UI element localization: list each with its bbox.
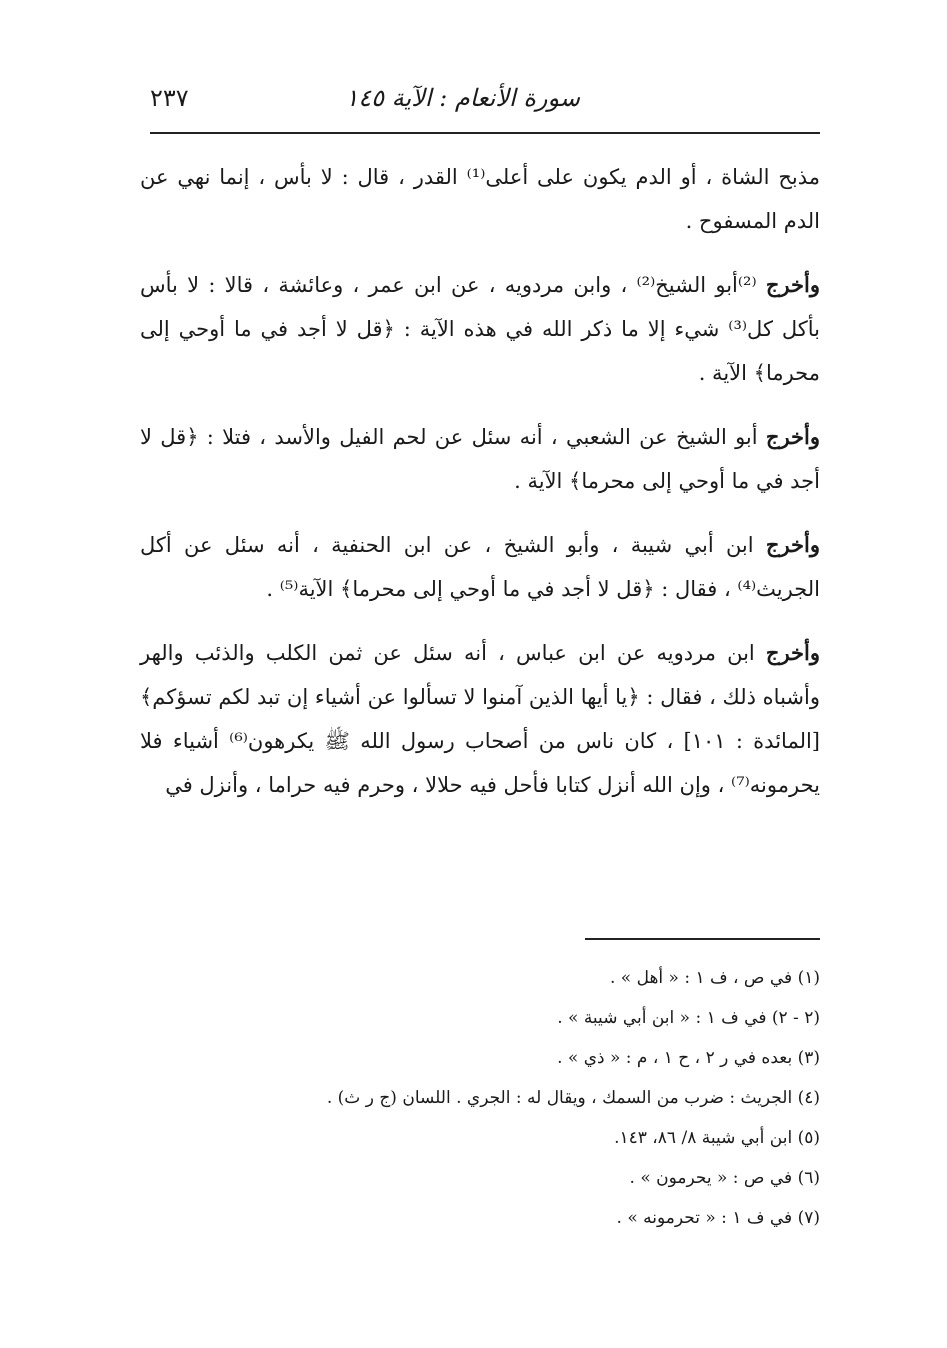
- page-number: ٢٣٧: [150, 84, 189, 112]
- footnote-3: (٣) بعده في ر ٢ ، ح ١ ، م : « ذي » .: [557, 1048, 820, 1068]
- footnote-7: (٧) في ف ١ : « تحرمونه » .: [616, 1208, 820, 1228]
- paragraph-4: وأخرج ابن أبي شيبة ، وأبو الشيخ ، عن ابن الحنفية ، أنه سئل عن أكل الجريث⁽⁴⁾ ، فقال : ﴿قل لا أجد في ما أوحي إلى محرما﴾ الآية⁽⁵⁾ .: [140, 532, 820, 601]
- footnote-4: (٤) الجريث : ضرب من السمك ، ويقال له : الجري . اللسان (ج ر ث) .: [326, 1088, 820, 1108]
- footnote-1: (١) في ص ، ف ١ : « أهل » .: [609, 968, 820, 988]
- header-divider: [150, 132, 820, 134]
- footnote-divider: [585, 938, 820, 940]
- footnote-2: (٢ - ٢) في ف ١ : « ابن أبي شيبة » .: [557, 1008, 820, 1028]
- footnote-6: (٦) في ص : « يحرمون » .: [629, 1168, 820, 1188]
- footnote-5: (٥) ابن أبي شيبة ٨/ ٨٦، ١٤٣.: [614, 1128, 820, 1148]
- surah-title: سورة الأنعام : الآية ١٤٥: [345, 84, 580, 112]
- running-head: [150, 84, 820, 124]
- footnotes: [150, 958, 820, 1238]
- paragraph-1: مذبح الشاة ، أو الدم يكون على أعلى⁽¹⁾ القدر ، قال : لا بأس ، إنما نهي عن الدم المسفوح .: [140, 165, 820, 233]
- paragraph-3: وأخرج أبو الشيخ عن الشعبي ، أنه سئل عن لحم الفيل والأسد ، فتلا : ﴿قل لا أجد في ما أوحي إلى محرما﴾ الآية .: [140, 424, 820, 493]
- paragraph-5: وأخرج ابن مردويه عن ابن عباس ، أنه سئل عن ثمن الكلب والذئب والهر وأشباه ذلك ، فقال : ﴿يا أيها الذين آمنوا لا تسألوا عن أشياء إن تبد لكم تسؤكم﴾ [المائدة : ١٠١] ، كان ناس من أصحاب رسول الله ﷺ يكرهون⁽⁶⁾ أشياء فلا يحرمونه⁽⁷⁾ ، وإن الله أنزل كتابا فأحل فيه حلالا ، وحرم فيه حراما ، وأنزل في: [140, 640, 821, 797]
- paragraph-2: وأخرج ⁽²⁾أبو الشيخ⁽²⁾ ، وابن مردويه ، عن ابن عمر ، وعائشة ، قالا : لا بأس بأكل كل⁽³⁾ شيء إلا ما ذكر الله في هذه الآية : ﴿قل لا أجد في ما أوحي إلى محرما﴾ الآية .: [140, 272, 820, 385]
- main-text: [140, 155, 820, 827]
